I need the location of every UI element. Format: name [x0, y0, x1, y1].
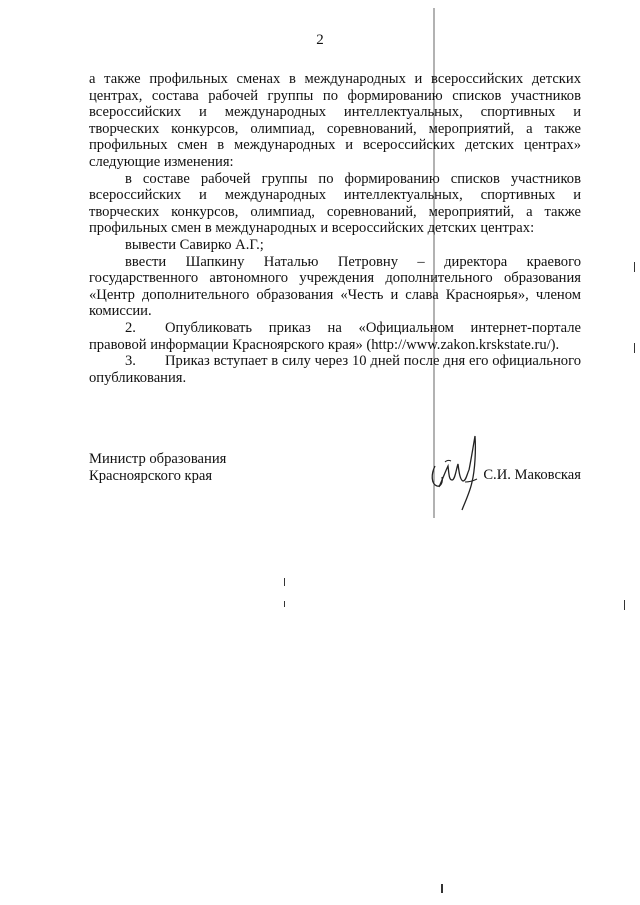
document-body — [89, 71, 581, 386]
list-item-text: Приказ вступает в силу через 10 дней после дня его официального опубликования. — [89, 353, 581, 386]
page-number: 2 — [316, 32, 324, 48]
list-item-number: 2. — [125, 319, 136, 336]
scan-speck — [441, 884, 443, 893]
signer-position — [89, 451, 289, 484]
paragraph-changes: в составе рабочей группы по формированию списков участников всероссийских и международных интеллектуальных, спортивных и творческих конкурсов, олимпиад, соревнований, мероприятий, а также профильных смен в международных и всероссийских детских центрах: — [89, 170, 581, 237]
paragraph-continuation: а также профильных сменах в международных и всероссийских детских центрах, состава рабочей группы по формированию списков участников всероссийских и международных интеллектуальных, спортивных и творческих конкурсов, олимпиад, соревнований, мероприятий, а также профильных смен в международных и всероссийских детских центрах» следующие изменения: — [89, 71, 581, 170]
scan-speck — [634, 262, 635, 272]
scan-speck — [634, 343, 635, 353]
scan-speck — [624, 600, 625, 610]
list-item-2 — [89, 320, 581, 353]
handwritten-signature — [425, 430, 490, 520]
list-item-number: 3. — [125, 353, 136, 370]
signer-position-line: Красноярского края — [89, 467, 213, 484]
scan-speck — [284, 601, 285, 607]
list-item-3 — [89, 353, 581, 386]
paragraph-remove-member: вывести Савирко А.Г.; — [125, 236, 264, 253]
paragraph-add-member: ввести Шапкину Наталью Петровну – директора краевого государственного автономного учреждения дополнительного образования «Центр дополнительного образования «Честь и слава Красноярья», членом комиссии. — [89, 253, 581, 320]
list-item-text: Опубликовать приказ на «Официальном интернет-портале правовой информации Красноярского края» (http://www.zakon.krskstate.ru/). — [89, 319, 581, 353]
signature-block — [89, 451, 581, 491]
signer-position-line: Министр образования — [89, 451, 227, 467]
signer-name: С.И. Маковская — [483, 467, 581, 483]
scan-speck — [284, 578, 285, 586]
